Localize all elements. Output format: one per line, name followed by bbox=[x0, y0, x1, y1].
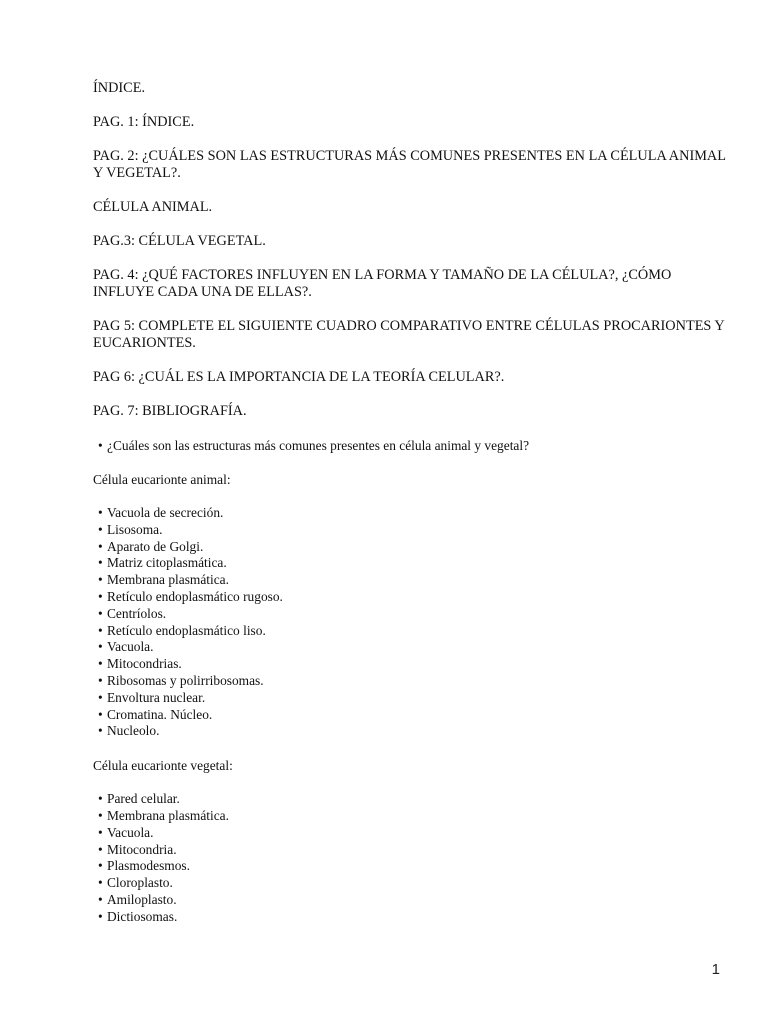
bullet-icon: • bbox=[98, 875, 103, 891]
list-item: • Vacuola. bbox=[93, 825, 733, 842]
index-line-3: CÉLULA ANIMAL. bbox=[93, 199, 213, 215]
bullet-icon: • bbox=[98, 908, 103, 924]
list-item: • Lisosoma. bbox=[93, 522, 733, 539]
list-item: • Cloroplasto. bbox=[93, 875, 733, 892]
list-item: • Nucleolo. bbox=[93, 723, 733, 740]
bullet-icon: • bbox=[98, 505, 103, 520]
bullet-icon: • bbox=[98, 858, 103, 874]
list-item: • Amiloplasto. bbox=[93, 892, 733, 909]
bullet-icon: • bbox=[98, 672, 103, 688]
bullet-icon: • bbox=[98, 538, 103, 554]
index-line-1: PAG. 1: ÍNDICE. bbox=[93, 114, 195, 130]
question-line bbox=[93, 437, 733, 454]
bullet-icon: • bbox=[98, 521, 103, 537]
vegetal-structures-list bbox=[93, 791, 733, 925]
bullet-icon: • bbox=[98, 791, 103, 807]
bullet-icon: • bbox=[98, 824, 103, 840]
list-item: • Vacuola de secreción. bbox=[93, 505, 733, 522]
bullet-icon: • bbox=[98, 639, 103, 655]
bullet-icon: • bbox=[98, 891, 103, 907]
document-page bbox=[93, 80, 733, 926]
list-item: • Plasmodesmos. bbox=[93, 858, 733, 875]
bullet-icon: • bbox=[98, 572, 103, 588]
bullet-icon: • bbox=[98, 438, 103, 453]
list-item: • Aparato de Golgi. bbox=[93, 539, 733, 556]
bullet-icon: • bbox=[98, 706, 103, 722]
vegetal-heading: Célula eucarionte vegetal: bbox=[93, 758, 233, 774]
bullet-icon: • bbox=[98, 605, 103, 621]
animal-structures-list bbox=[93, 505, 733, 740]
bullet-icon: • bbox=[98, 807, 103, 823]
list-item: • Ribosomas y polirribosomas. bbox=[93, 673, 733, 690]
index-line-2: PAG. 2: ¿CUÁLES SON LAS ESTRUCTURAS MÁS COMUNES PRESENTES EN LA CÉLULA ANIMAL Y VEGETAL?. bbox=[93, 148, 726, 181]
list-item: • Dictiosomas. bbox=[93, 909, 733, 926]
bullet-icon: • bbox=[98, 622, 103, 638]
page-number: 1 bbox=[711, 961, 720, 978]
list-item: • Matriz citoplasmática. bbox=[93, 555, 733, 572]
list-item: • Retículo endoplasmático rugoso. bbox=[93, 589, 733, 606]
bullet-icon: • bbox=[98, 723, 103, 739]
bullet-icon: • bbox=[98, 689, 103, 705]
list-item: • Vacuola. bbox=[93, 639, 733, 656]
list-item: • Retículo endoplasmático liso. bbox=[93, 623, 733, 640]
list-item: • Pared celular. bbox=[93, 791, 733, 808]
bullet-icon: • bbox=[98, 588, 103, 604]
bullet-icon: • bbox=[98, 555, 103, 571]
list-item: • Membrana plasmática. bbox=[93, 808, 733, 825]
bullet-icon: • bbox=[98, 841, 103, 857]
index-line-5: PAG. 4: ¿QUÉ FACTORES INFLUYEN EN LA FORMA Y TAMAÑO DE LA CÉLULA?, ¿CÓMO INFLUYE CADA UNA DE ELLAS?. bbox=[93, 267, 672, 300]
list-item: • Centríolos. bbox=[93, 606, 733, 623]
animal-heading: Célula eucarionte animal: bbox=[93, 472, 231, 487]
index-line-8: PAG. 7: BIBLIOGRAFÍA. bbox=[93, 403, 247, 419]
index-line-6: PAG 5: COMPLETE EL SIGUIENTE CUADRO COMPARATIVO ENTRE CÉLULAS PROCARIONTES Y EUCARIONTES. bbox=[93, 318, 725, 351]
index-title: ÍNDICE. bbox=[93, 80, 146, 96]
list-item: • Mitocondrias. bbox=[93, 656, 733, 673]
bullet-icon: • bbox=[98, 656, 103, 672]
question-text: ¿Cuáles son las estructuras más comunes presentes en célula animal y vegetal? bbox=[107, 438, 530, 453]
list-item: • Membrana plasmática. bbox=[93, 572, 733, 589]
index-line-7: PAG 6: ¿CUÁL ES LA IMPORTANCIA DE LA TEORÍA CELULAR?. bbox=[93, 369, 505, 385]
list-item: • Cromatina. Núcleo. bbox=[93, 707, 733, 724]
list-item: • Envoltura nuclear. bbox=[93, 690, 733, 707]
list-item: • Mitocondria. bbox=[93, 842, 733, 859]
index-line-4: PAG.3: CÉLULA VEGETAL. bbox=[93, 233, 266, 249]
